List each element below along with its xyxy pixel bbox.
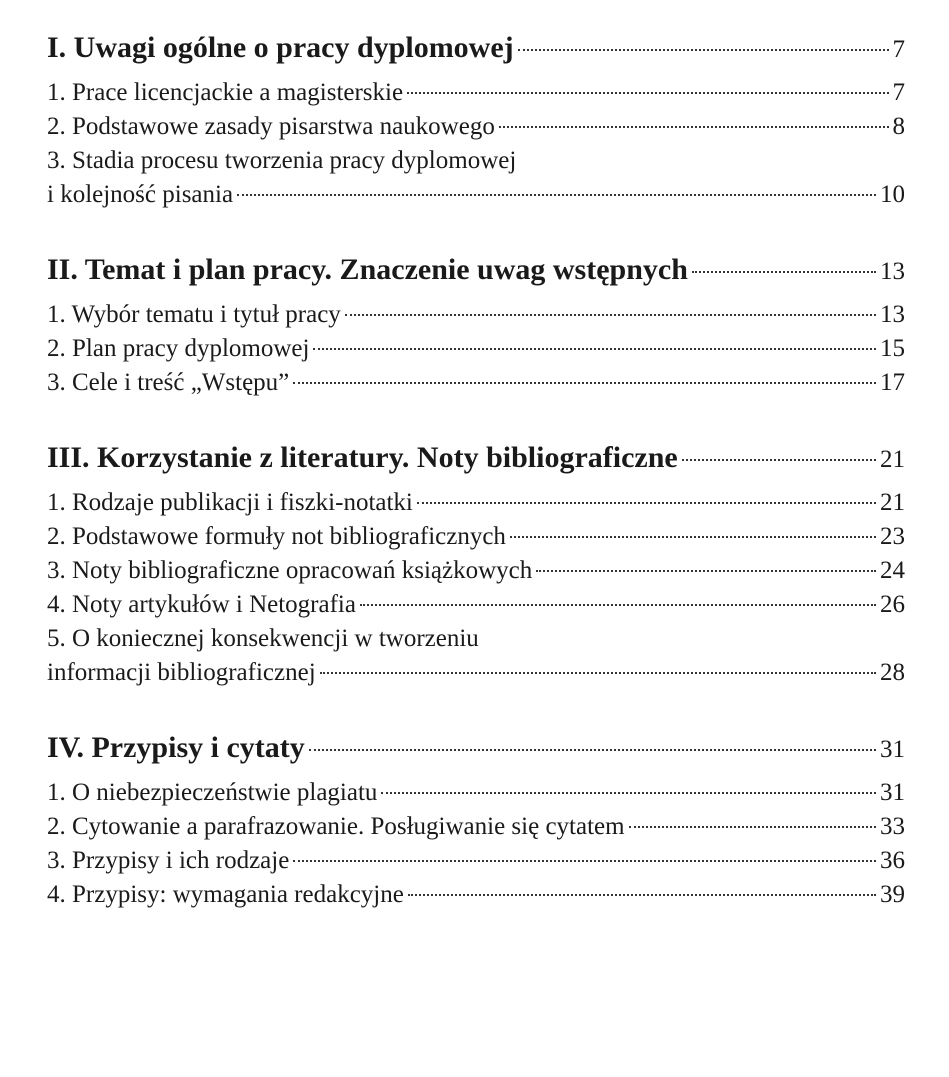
entry-title: 2. Cytowanie a parafrazowanie. Posługiwanie się cytatem [47, 813, 625, 840]
dot-leader [682, 459, 876, 461]
chapter-page-number: 21 [880, 446, 905, 473]
dot-leader [692, 271, 876, 273]
toc-entry [47, 76, 905, 110]
entry-page-number: 23 [880, 523, 905, 550]
entry-title: 1. Wybór tematu i tytuł pracy [47, 301, 341, 328]
dot-leader [293, 860, 876, 862]
entry-title: 4. Noty artykułów i Netografia [47, 591, 356, 618]
entry-page-number: 24 [880, 557, 905, 584]
entry-title: 4. Przypisy: wymagania redakcyjne [47, 881, 404, 908]
chapter-title: II. Temat i plan pracy. Znaczenie uwag wstępnych [47, 253, 688, 286]
chapter-title: IV. Przypisy i cytaty [47, 731, 305, 764]
entry-page-number: 7 [892, 79, 905, 106]
dot-leader [629, 826, 876, 828]
dot-leader [313, 348, 876, 350]
entry-title-first-line: 3. Stadia procesu tworzenia pracy dyplomowej [47, 147, 517, 174]
toc-entry [47, 110, 905, 144]
dot-leader [536, 570, 876, 572]
dot-leader [417, 502, 876, 504]
toc-chapter-heading [47, 250, 905, 292]
chapter-page-number: 13 [880, 258, 905, 285]
table-of-contents [47, 28, 905, 912]
entry-title: 1. Prace licencjackie a magisterskie [47, 79, 404, 106]
entry-title: 2. Podstawowe zasady pisarstwa naukowego [47, 113, 495, 140]
entry-title: informacji bibliograficznej [47, 659, 316, 686]
dot-leader [499, 126, 889, 128]
dot-leader [309, 749, 876, 751]
entry-page-number: 17 [880, 369, 905, 396]
dot-leader [510, 536, 876, 538]
toc-chapter-heading [47, 728, 905, 770]
entry-page-number: 33 [880, 813, 905, 840]
dot-leader [345, 314, 876, 316]
entry-page-number: 36 [880, 847, 905, 874]
toc-entry [47, 366, 905, 400]
toc-entry [47, 776, 905, 810]
dot-leader [293, 382, 876, 384]
toc-section-3 [47, 438, 905, 690]
entry-title: i kolejność pisania [47, 181, 234, 208]
entry-page-number: 28 [880, 659, 905, 686]
entry-page-number: 13 [880, 301, 905, 328]
entry-title: 3. Przypisy i ich rodzaje [47, 847, 290, 874]
toc-section-1 [47, 28, 905, 212]
entry-page-number: 10 [880, 181, 905, 208]
entry-page-number: 15 [880, 335, 905, 362]
toc-entry [47, 520, 905, 554]
toc-entry [47, 554, 905, 588]
toc-section-4 [47, 728, 905, 912]
toc-entry [47, 486, 905, 520]
toc-entry [47, 656, 905, 690]
toc-section-2 [47, 250, 905, 400]
toc-chapter-heading [47, 28, 905, 70]
entry-title: 1. Rodzaje publikacji i fiszki-notatki [47, 489, 413, 516]
toc-entry [47, 878, 905, 912]
dot-leader [320, 672, 876, 674]
dot-leader [381, 792, 876, 794]
toc-entry [47, 810, 905, 844]
toc-chapter-heading [47, 438, 905, 480]
toc-entry [47, 298, 905, 332]
chapter-title: I. Uwagi ogólne o pracy dyplomowej [47, 31, 514, 64]
chapter-title: III. Korzystanie z literatury. Noty bibliograficzne [47, 441, 678, 474]
entry-page-number: 39 [880, 881, 905, 908]
entry-title: 2. Podstawowe formuły not bibliograficznych [47, 523, 506, 550]
entry-title: 1. O niebezpieczeństwie plagiatu [47, 779, 378, 806]
entry-page-number: 8 [892, 113, 905, 140]
dot-leader [360, 604, 876, 606]
entry-page-number: 21 [880, 489, 905, 516]
dot-leader [407, 92, 888, 94]
toc-entry [47, 178, 905, 212]
dot-leader [518, 49, 889, 51]
toc-entry [47, 844, 905, 878]
entry-title: 2. Plan pracy dyplomowej [47, 335, 310, 362]
toc-entry [47, 332, 905, 366]
entry-title: 3. Noty bibliograficzne opracowań książkowych [47, 557, 533, 584]
chapter-page-number: 31 [880, 736, 905, 763]
entry-page-number: 31 [880, 779, 905, 806]
chapter-page-number: 7 [892, 36, 905, 63]
dot-leader [237, 194, 876, 196]
toc-entry [47, 588, 905, 622]
entry-title-first-line: 5. O koniecznej konsekwencji w tworzeniu [47, 625, 479, 652]
entry-title: 3. Cele i treść „Wstępu” [47, 369, 290, 396]
entry-page-number: 26 [880, 591, 905, 618]
dot-leader [408, 894, 876, 896]
